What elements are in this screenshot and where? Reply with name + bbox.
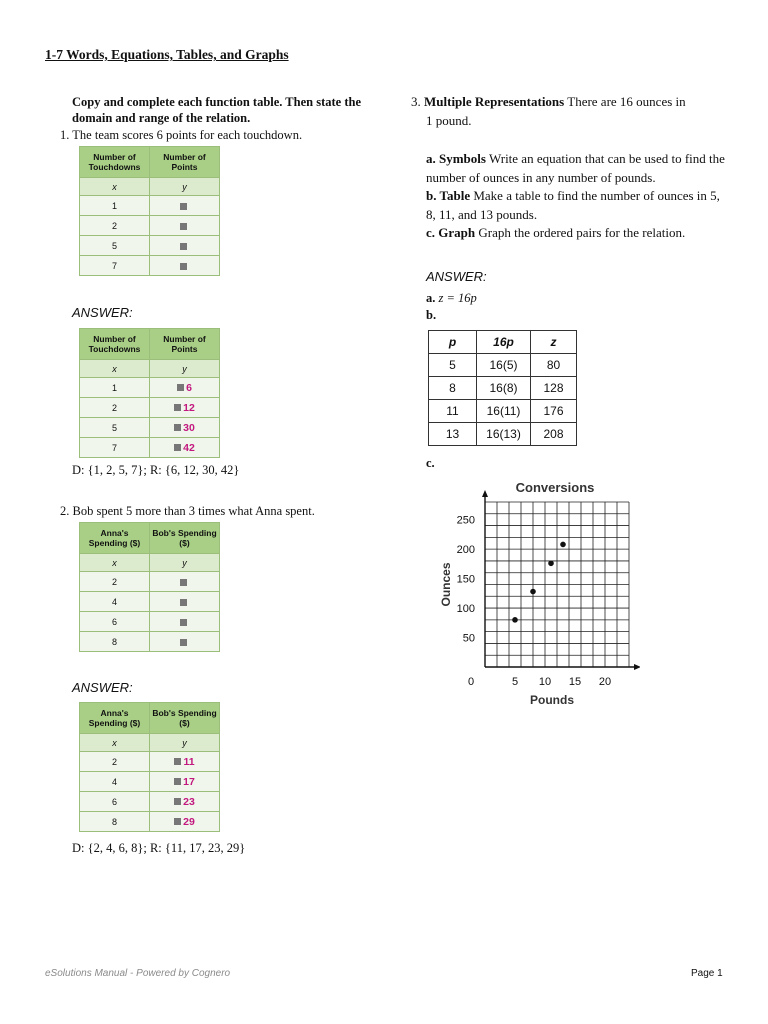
table-cell: 16(13) [477, 423, 531, 446]
y-axis-label: Ounces [439, 562, 453, 607]
table-row [80, 772, 220, 792]
x-tick-label: 20 [598, 676, 612, 688]
answer-a-equation: z = 16p [438, 291, 477, 305]
blank-square-icon [174, 424, 181, 431]
table-cell: 128 [531, 377, 577, 400]
x-cell: 5 [80, 236, 150, 256]
blank-square-icon [180, 579, 187, 586]
x-cell: 2 [80, 752, 150, 772]
var-cell: x [80, 360, 150, 378]
q1-answer-table [79, 328, 220, 458]
part-a-label: a. Symbols [426, 151, 486, 166]
answer-value: 12 [183, 401, 195, 414]
page-number: Page 1 [691, 968, 723, 979]
data-point [548, 560, 554, 566]
var-cell: y [150, 360, 220, 378]
blank-square-icon [174, 818, 181, 825]
data-point [512, 617, 518, 623]
blank-cell [150, 256, 220, 276]
table-cell: 16(8) [477, 377, 531, 400]
var-cell: x [80, 554, 150, 572]
answer-cell [150, 398, 220, 418]
blank-cell [150, 632, 220, 652]
var-cell: x [80, 178, 150, 196]
x-cell: 1 [80, 378, 150, 398]
header-cell: z [531, 331, 577, 354]
q3-answer-b-label: b. [426, 308, 437, 322]
blank-cell [150, 236, 220, 256]
blank-square-icon [174, 404, 181, 411]
part-a-text: Write an equation that can be used to find the number of ounces in any number of pounds. [426, 151, 725, 185]
x-cell: 7 [80, 438, 150, 458]
q3-conversion-table [428, 330, 577, 446]
x-cell: 7 [80, 256, 150, 276]
q1-function-table [79, 146, 220, 276]
blank-cell [150, 612, 220, 632]
x-cell: 2 [80, 572, 150, 592]
header-cell: p [429, 331, 477, 354]
x-cell: 8 [80, 632, 150, 652]
q2-answer-table [79, 702, 220, 832]
blank-square-icon [180, 619, 187, 626]
conversions-chart [430, 470, 640, 715]
blank-cell [150, 592, 220, 612]
table-cell: 16(5) [477, 354, 531, 377]
answer-cell [150, 792, 220, 812]
blank-square-icon [180, 599, 187, 606]
header-cell: Anna's Spending ($) [80, 523, 150, 554]
header-cell: Number of Points [150, 329, 220, 360]
q1-answer-label: ANSWER: [72, 305, 133, 320]
part-a [426, 150, 731, 187]
y-tick-label: 50 [462, 632, 475, 645]
chart-title: Conversions [515, 480, 595, 495]
table-cell: 16(11) [477, 400, 531, 423]
answer-a-label: a. [426, 291, 436, 305]
table-cell: 11 [429, 400, 477, 423]
blank-square-icon [180, 223, 187, 230]
x-axis-arrow-icon [634, 664, 640, 670]
table-row [80, 752, 220, 772]
table-cell: 208 [531, 423, 577, 446]
blank-cell [150, 572, 220, 592]
table-cell: 5 [429, 354, 477, 377]
q2-answer-label: ANSWER: [72, 680, 133, 695]
blank-square-icon [180, 203, 187, 210]
answer-cell [150, 772, 220, 792]
table-row [80, 438, 220, 458]
x-cell: 6 [80, 612, 150, 632]
answer-value: 17 [183, 775, 195, 788]
blank-square-icon [180, 639, 187, 646]
x-tick-label: 15 [568, 676, 582, 688]
header-cell: Number of Touchdowns [80, 329, 150, 360]
question-1-number: 1. [60, 128, 70, 142]
question-3-text: There are 16 ounces in [567, 94, 686, 109]
table-row [80, 216, 220, 236]
table-cell: 8 [429, 377, 477, 400]
table-row [80, 812, 220, 832]
answer-value: 6 [186, 381, 192, 394]
table-row [80, 792, 220, 812]
answer-cell [150, 418, 220, 438]
x-cell: 5 [80, 418, 150, 438]
table-row [80, 196, 220, 216]
table-row [429, 423, 577, 446]
table-row [80, 572, 220, 592]
x-cell: 1 [80, 196, 150, 216]
x-cell: 6 [80, 792, 150, 812]
y-tick-label: 150 [456, 573, 475, 586]
table-cell: 13 [429, 423, 477, 446]
blank-square-icon [177, 384, 184, 391]
x-cell: 8 [80, 812, 150, 832]
question-2-number: 2. [60, 504, 70, 518]
answer-cell [150, 378, 220, 398]
question-1-text: The team scores 6 points for each touchdown. [72, 128, 303, 142]
footer-credit: eSolutions Manual - Powered by Cognero [45, 968, 231, 979]
instructions: Copy and complete each function table. Then state the domain and range of the relation. [72, 95, 362, 125]
x-cell: 4 [80, 772, 150, 792]
blank-cell [150, 216, 220, 236]
blank-square-icon [174, 798, 181, 805]
x-axis-label: Pounds [530, 693, 574, 707]
var-cell: y [150, 734, 220, 752]
blank-cell [150, 196, 220, 216]
table-cell: 80 [531, 354, 577, 377]
part-b-text: Make a table to find the number of ounces in 5, 8, 11, and 13 pounds. [426, 188, 720, 222]
header-cell: Bob's Spending ($) [150, 523, 220, 554]
table-row [80, 592, 220, 612]
answer-value: 29 [183, 815, 195, 828]
part-c-label: c. Graph [426, 225, 476, 240]
question-3-parts [426, 150, 731, 243]
q3-answer-a [426, 290, 477, 306]
q3-answer-label: ANSWER: [426, 269, 487, 284]
x-tick-label: 10 [538, 676, 552, 688]
table-row [80, 378, 220, 398]
header-cell: 16p [477, 331, 531, 354]
table-row [80, 612, 220, 632]
blank-square-icon [180, 243, 187, 250]
answer-value: 30 [183, 421, 195, 434]
table-row [80, 236, 220, 256]
data-point [530, 589, 536, 595]
question-1 [60, 127, 302, 143]
question-2-text: Bob spent 5 more than 3 times what Anna spent. [72, 504, 315, 518]
header-cell: Bob's Spending ($) [150, 703, 220, 734]
table-row [80, 398, 220, 418]
page-title: 1-7 Words, Equations, Tables, and Graphs [45, 47, 289, 62]
table-cell: 176 [531, 400, 577, 423]
answer-value: 11 [183, 755, 195, 768]
table-row [429, 354, 577, 377]
q3-answer-c-label: c. [426, 456, 435, 470]
header-cell: Number of Points [150, 147, 220, 178]
part-b-label: b. Table [426, 188, 471, 203]
table-row [429, 377, 577, 400]
part-c [426, 224, 731, 243]
q2-domain-range: D: {2, 4, 6, 8}; R: {11, 17, 23, 29} [72, 841, 246, 855]
blank-square-icon [174, 758, 181, 765]
y-tick-label: 100 [456, 603, 475, 616]
question-3-heading: Multiple Representations [424, 94, 565, 109]
var-cell: x [80, 734, 150, 752]
table-row [80, 256, 220, 276]
answer-value: 23 [183, 795, 195, 808]
answer-cell [150, 438, 220, 458]
part-c-text: Graph the ordered pairs for the relation. [478, 225, 686, 240]
table-row [429, 400, 577, 423]
table-row [80, 632, 220, 652]
question-2 [60, 503, 315, 519]
blank-square-icon [174, 778, 181, 785]
answer-cell [150, 812, 220, 832]
var-cell: y [150, 178, 220, 196]
part-b [426, 187, 731, 224]
blank-square-icon [174, 444, 181, 451]
y-axis-arrow-icon [482, 490, 488, 497]
question-3-number: 3. [411, 94, 421, 109]
x-cell: 2 [80, 398, 150, 418]
x-tick-label: 0 [467, 676, 475, 688]
x-cell: 4 [80, 592, 150, 612]
answer-cell [150, 752, 220, 772]
y-tick-label: 200 [456, 544, 475, 557]
table-row [80, 418, 220, 438]
question-3-text-line2: 1 pound. [426, 113, 472, 128]
var-cell: y [150, 554, 220, 572]
header-cell: Anna's Spending ($) [80, 703, 150, 734]
y-tick-label: 250 [456, 514, 475, 527]
question-3 [411, 94, 731, 110]
q1-domain-range: D: {1, 2, 5, 7}; R: {6, 12, 30, 42} [72, 463, 240, 477]
blank-square-icon [180, 263, 187, 270]
header-cell: Number of Touchdowns [80, 147, 150, 178]
x-tick-label: 5 [511, 676, 519, 688]
x-cell: 2 [80, 216, 150, 236]
data-point [560, 542, 566, 548]
answer-value: 42 [183, 441, 195, 454]
q2-function-table [79, 522, 220, 652]
